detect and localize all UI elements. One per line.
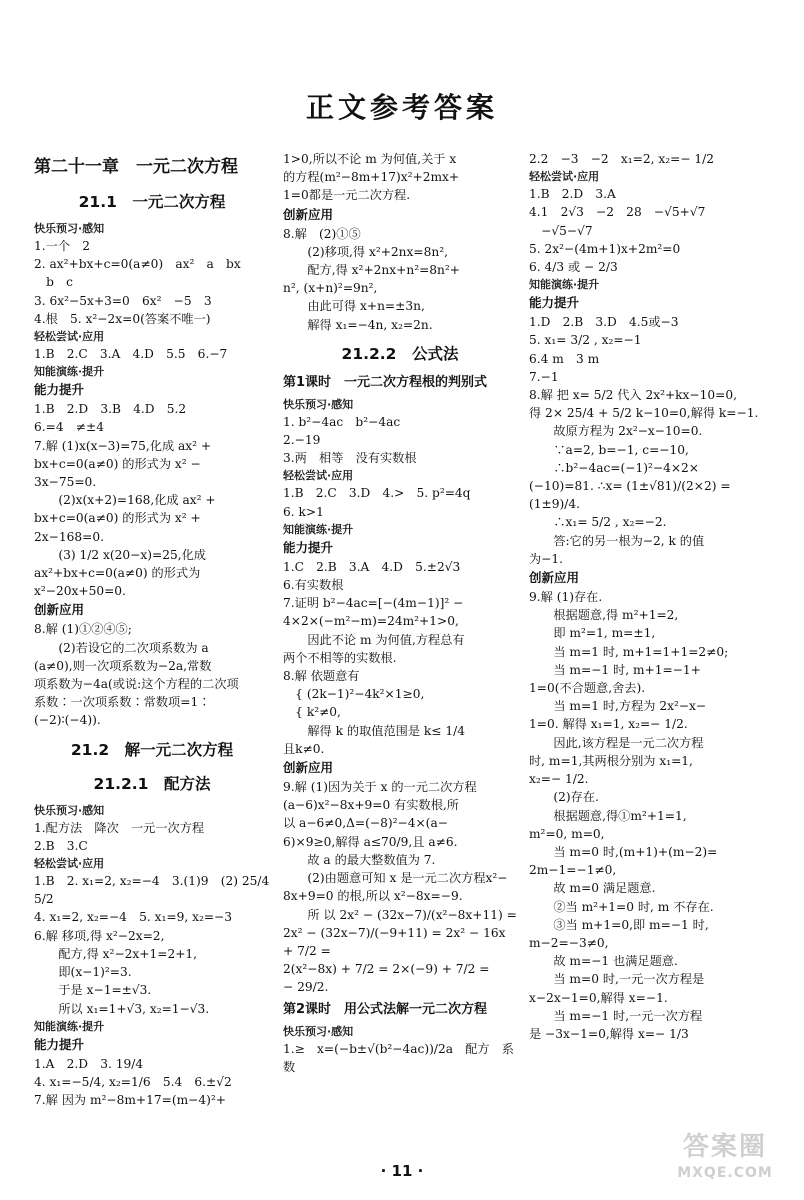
answer-line: −√5−√7 xyxy=(529,223,593,238)
answer-line: ③当 m+1=0,即 m=−1 时, xyxy=(529,917,709,932)
subsection-label: 能力提升 xyxy=(34,382,85,398)
answer-line: 因此不论 m 为何值,方程总有 xyxy=(283,632,465,647)
answer-line: bx+c=0(a≠0) 的形式为 x² + xyxy=(34,511,201,526)
answer-line: 1=0. 解得 x₁=1, x₂=− 1/2. xyxy=(529,717,688,732)
answer-line: 1.A 2.D 3. 19/4 xyxy=(34,1056,144,1071)
answer-line: 因此,该方程是一元二次方程 xyxy=(529,735,704,750)
answer-line: 故 a 的最大整数值为 7. xyxy=(283,852,436,867)
answer-line: 当 m=0 时,一元一次方程是 xyxy=(529,972,705,987)
answer-line: 1.B 2.D 3.A xyxy=(529,187,616,202)
answer-column-right xyxy=(529,150,779,1152)
exercise-tag: 快乐预习·感知 xyxy=(34,803,105,817)
answer-line: 为−1. xyxy=(529,551,564,566)
exercise-tag: 轻松尝试·应用 xyxy=(529,170,600,184)
answer-column-left xyxy=(34,150,282,1152)
answer-line: 4. x₁=−5/4, x₂=1/6 5.4 6.±√2 xyxy=(34,1074,232,1089)
answer-line: 6. k>1 xyxy=(283,504,324,519)
answer-line: x−2x−1=0,解得 x=−1. xyxy=(529,990,668,1005)
answer-line: n², (x+n)²=9n², xyxy=(283,281,378,296)
answer-line: 8.解 依题意有 xyxy=(283,669,360,684)
subsection-label: 创新应用 xyxy=(283,206,334,222)
answer-line: 8x+9=0 的根,所以 x²−8x=−9. xyxy=(283,889,463,904)
exercise-tag: 快乐预习·感知 xyxy=(34,222,105,235)
answer-line: 故 m=−1 也满足题意. xyxy=(529,954,678,969)
answer-line: x₂=− 1/2. xyxy=(529,772,589,787)
watermark-logo xyxy=(662,1130,788,1190)
answer-line: 1. b²−4ac b²−4ac xyxy=(283,414,401,429)
answer-line: 配方,得 x²+2nx+n²=8n²+ xyxy=(283,263,460,278)
answer-line: 1=0(不合题意,舍去). xyxy=(529,681,646,696)
answer-line: (2)由题意可知 x 是一元二次方程x²− xyxy=(283,871,508,886)
answer-line: 时, m=1,其两根分别为 x₁=1, xyxy=(529,753,693,768)
chapter-heading: 第二十一章 一元二次方程 xyxy=(34,157,238,177)
answer-line: 解得 x₁=−4n, x₂=2n. xyxy=(283,317,433,332)
answer-line: 当 m=0 时,(m+1)+(m−2)= xyxy=(529,844,718,859)
answer-line: 3.两 相等 没有实数根 xyxy=(283,451,417,466)
answer-line: 根据题意,得 m²+1=2, xyxy=(529,608,679,623)
answer-line: 2. ax²+bx+c=0(a≠0) ax² a bx xyxy=(34,257,241,272)
answer-line: 以 a−6≠0,Δ=(−8)²−4×(a− xyxy=(283,816,448,831)
answer-line: 8.解 (2)①⑤ xyxy=(283,226,361,241)
answer-line: 1.≥ x=(−b±√(b²−4ac))/2a 配方 系数 xyxy=(283,1041,514,1074)
answer-line: 1.配方法 降次 一元一次方程 xyxy=(34,820,205,835)
answer-line: 1=0都是一元二次方程. xyxy=(283,188,411,203)
answer-line: 2m−1=−1≠0, xyxy=(529,863,617,878)
answer-line: 故原方程为 2x²−x−10=0. xyxy=(529,424,703,439)
answer-line: 即(x−1)²=3. xyxy=(34,965,132,980)
answer-line: 2.−19 xyxy=(283,433,321,448)
answer-line: 1.一个 2 xyxy=(34,239,90,253)
lesson-heading: 第2课时 用公式法解一元二次方程 xyxy=(283,1001,488,1017)
answer-line: 1>0,所以不论 m 为何值,关于 x xyxy=(283,152,457,166)
subsection-label: 创新应用 xyxy=(34,602,85,618)
answer-line: 6. 4/3 或 − 2/3 xyxy=(529,260,618,275)
exercise-tag: 知能演练·提升 xyxy=(34,365,105,379)
subsection-label: 能力提升 xyxy=(529,295,580,311)
answer-line: 配方,得 x²−2x+1=2+1, xyxy=(34,946,198,961)
answer-line: 9.解 (1)因为关于 x 的一元二次方程 xyxy=(283,780,477,795)
answer-line: 1.C 2.B 3.A 4.D 5.±2√3 xyxy=(283,559,461,574)
answer-line: 当 m=1 时, m+1=1+1=2≠0; xyxy=(529,644,729,659)
answer-line: (−2)∶(−4)). xyxy=(34,713,101,728)
answer-line: 6.有实数根 xyxy=(283,578,344,593)
answer-line: m−2=−3≠0, xyxy=(529,935,609,950)
answer-line: 项系数为−4a(或说:这个方程的二次项 xyxy=(34,677,239,692)
answer-line: − 29/2. xyxy=(283,980,329,995)
exercise-tag: 轻松尝试·应用 xyxy=(34,857,105,871)
answer-column-middle xyxy=(283,150,517,1152)
answer-line: (2)移项,得 x²+2nx=8n², xyxy=(283,244,448,259)
answer-line: 得 2× 25/4 + 5/2 k−10=0,解得 k=−1. xyxy=(529,406,759,421)
answer-line: 5. x₁= 3/2 , x₂=−1 xyxy=(529,333,642,348)
answer-line: 当 m=−1 时,一元一次方程 xyxy=(529,1008,703,1023)
exercise-tag: 知能演练·提升 xyxy=(529,278,600,292)
answer-line: 3. 6x²−5x+3=0 6x² −5 3 xyxy=(34,293,212,308)
answer-line: 6)×9≥0,解得 a≤70/9,且 a≠6. xyxy=(283,834,458,849)
answer-line: 2.B 3.C xyxy=(34,838,88,853)
answer-line: 5. 2x²−(4m+1)x+2m²=0 xyxy=(529,241,681,256)
lesson-heading: 第1课时 一元二次方程根的判别式 xyxy=(283,374,488,390)
answer-line: 2x² − (32x−7)/(−9+11) = 2x² − 16x + 7/2 = xyxy=(283,925,510,958)
answer-line: 4.1 2√3 −2 28 −√5+√7 xyxy=(529,205,706,220)
answer-line: 由此可得 x+n=±3n, xyxy=(283,299,425,314)
answer-line: 7.解 (1)x(x−3)=75,化成 ax² + xyxy=(34,438,212,453)
answer-line: 4. x₁=2, x₂=−4 5. x₁=9, x₂=−3 xyxy=(34,910,233,925)
answer-line: 当 m=−1 时, m+1=−1+ xyxy=(529,662,701,677)
answer-line: ax²+bx+c=0(a≠0) 的形式为 xyxy=(34,566,201,581)
answer-line: 于是 x−1=±√3. xyxy=(34,983,152,998)
answer-line: m²=0, m=0, xyxy=(529,826,605,841)
answer-line: x²−20x+50=0. xyxy=(34,584,126,599)
answer-line: 1.B 2. x₁=2, x₂=−4 3.(1)9 (2) 25/4 5/2 xyxy=(34,874,282,907)
answer-line: ∴b²−4ac=(−1)²−4×2× xyxy=(529,460,700,475)
subsection-label: 创新应用 xyxy=(283,760,334,776)
exercise-tag: 快乐预习·感知 xyxy=(283,397,354,411)
answer-line: ②当 m²+1=0 时, m 不存在. xyxy=(529,899,714,914)
watermark-text: 答案圈 xyxy=(682,1132,767,1162)
answer-line: 4.根 5. x²−2x=0(答案不唯一) xyxy=(34,311,211,326)
answer-line: 系数∶一次项系数∶常数项=1∶ xyxy=(34,695,211,710)
answer-line: (2)x(x+2)=168,化成 ax² + xyxy=(34,493,216,508)
answer-line: 即 m²=1, m=±1, xyxy=(529,626,656,641)
answer-line: 6.4 m 3 m xyxy=(529,351,600,366)
exercise-tag: 知能演练·提升 xyxy=(283,522,354,536)
exercise-tag: 轻松尝试·应用 xyxy=(34,330,105,344)
answer-line: (a≠0),则一次项系数为−2a,常数 xyxy=(34,658,212,673)
answer-line: 所以 x₁=1+√3, x₂=1−√3. xyxy=(34,1001,210,1016)
answer-line: 故 m=0 满足题意. xyxy=(529,881,656,896)
answer-line: 7.解 因为 m²−8m+17=(m−4)²+ xyxy=(34,1093,226,1108)
section-heading: 21.1 一元二次方程 xyxy=(78,193,226,211)
answer-line: ∵a=2, b=−1, c=−10, xyxy=(529,442,689,457)
answer-line: 根据题意,得①m²+1=1, xyxy=(529,808,687,823)
answer-line: { k²≠0, xyxy=(283,705,341,720)
page-number: · 11 · xyxy=(380,1162,424,1180)
answer-line: 9.解 (1)存在. xyxy=(529,590,603,605)
answer-line: 7.证明 b²−4ac=[−(4m−1)]² − xyxy=(283,596,464,611)
subsection-label: 能力提升 xyxy=(283,539,334,555)
answer-line: 答:它的另一根为−2, k 的值 xyxy=(529,533,705,548)
answer-line: 解得 k 的取值范围是 k≤ 1/4 xyxy=(283,723,465,738)
section-heading: 21.2.1 配方法 xyxy=(93,774,211,793)
answer-line: (2)存在. xyxy=(529,790,599,805)
section-heading: 21.2.2 公式法 xyxy=(341,344,459,363)
answer-line: 2.2 −3 −2 x₁=2, x₂=− 1/2 xyxy=(529,152,715,166)
answer-line: 7.−1 xyxy=(529,369,559,384)
answer-line: 4×2×(−m²−m)=24m²+1>0, xyxy=(283,614,459,629)
answer-line: 是 −3x−1=0,解得 x=− 1/3 xyxy=(529,1026,689,1041)
exercise-tag: 知能演练·提升 xyxy=(34,1019,105,1033)
exercise-tag: 快乐预习·感知 xyxy=(283,1024,354,1038)
answer-line: ∴x₁= 5/2 , x₂=−2. xyxy=(529,515,667,530)
answer-line: 1.B 2.C 3.A 4.D 5.5 6.−7 xyxy=(34,347,228,362)
answer-line: (2)若设它的二次项系数为 a xyxy=(34,640,209,655)
answer-line: 且k≠0. xyxy=(283,741,325,756)
answer-line: 所 以 2x² − (32x−7)/(x²−8x+11) = xyxy=(283,907,517,922)
subsection-label: 创新应用 xyxy=(529,570,580,586)
answer-line: bx+c=0(a≠0) 的形式为 x² − xyxy=(34,456,201,471)
answer-line: 8.解 把 x= 5/2 代入 2x²+kx−10=0, xyxy=(529,388,737,403)
answer-line: 当 m=1 时,方程为 2x²−x− xyxy=(529,699,707,714)
answer-line: 6.=4 ≠±4 xyxy=(34,420,104,435)
answer-line: 1.B 2.C 3.D 4.> 5. p²=4q xyxy=(283,486,471,501)
answer-line: 6.解 移项,得 x²−2x=2, xyxy=(34,928,165,943)
answer-line: 8.解 (1)①②④⑤; xyxy=(34,622,132,637)
answer-line: 1.B 2.D 3.B 4.D 5.2 xyxy=(34,402,187,417)
answer-line: (−10)=81. ∴x= (1±√81)/(2×2) = (1±9)/4. xyxy=(529,479,735,512)
answer-line: 的方程(m²−8m+17)x²+2mx+ xyxy=(283,170,460,185)
exercise-tag: 轻松尝试·应用 xyxy=(283,469,354,483)
answer-line: 3x−75=0. xyxy=(34,475,97,490)
answer-line: 两个不相等的实数根. xyxy=(283,650,397,665)
answer-line: 2x−168=0. xyxy=(34,529,104,544)
watermark-url: MXQE.COM xyxy=(677,1165,773,1181)
answer-line: b c xyxy=(34,275,74,290)
answer-line: 2(x²−8x) + 7/2 = 2×(−9) + 7/2 = xyxy=(283,962,490,977)
answer-line: (a−6)x²−8x+9=0 有实数根,所 xyxy=(283,798,459,813)
page-title: 正文参考答案 xyxy=(305,91,498,124)
subsection-label: 能力提升 xyxy=(34,1036,85,1052)
section-heading: 21.2 解一元二次方程 xyxy=(70,740,234,759)
answer-line: (3) 1/2 x(20−x)=25,化成 xyxy=(34,547,206,562)
answer-line: { (2k−1)²−4k²×1≥0, xyxy=(283,687,425,702)
answer-line: 1.D 2.B 3.D 4.5或−3 xyxy=(529,315,679,330)
